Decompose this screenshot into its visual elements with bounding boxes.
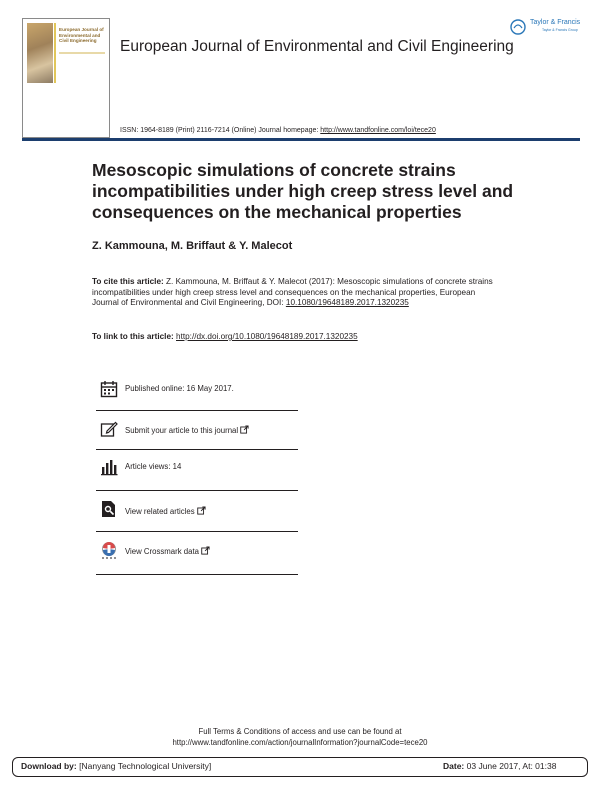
publisher-tagline: Taylor & Francis Group <box>542 28 578 32</box>
issn-text: ISSN: 1964-8189 (Print) 2116-7214 (Online) Journal homepage: <box>120 127 319 134</box>
issn-line <box>120 127 436 134</box>
journal-homepage-link[interactable]: http://www.tandfonline.com/loi/tece20 <box>320 127 436 134</box>
download-info-bar <box>12 757 588 777</box>
cover-stripe <box>54 23 56 83</box>
article-authors: Z. Kammouna, M. Briffaut & Y. Malecot <box>92 240 293 252</box>
journal-cover <box>22 18 110 138</box>
article-doi-link[interactable]: http://dx.doi.org/10.1080/19648189.2017.1320235 <box>176 332 358 341</box>
info-divider <box>96 490 298 491</box>
info-divider <box>96 449 298 450</box>
submit-article-link[interactable] <box>125 425 249 435</box>
crossmark-icon <box>100 541 118 559</box>
related-row[interactable] <box>96 500 298 520</box>
cite-text: Z. Kammouna, M. Briffaut & Y. Malecot (2017): Mesoscopic simulations of concrete strains incompatibilities under high creep stress level and consequences on the mechanical properties, European Journal of Environmental and Civil Engineering, DOI: <box>92 277 493 308</box>
cite-label: To cite this article: <box>92 277 164 286</box>
external-link-icon <box>197 506 206 515</box>
downloaded-by <box>21 761 211 771</box>
download-date <box>443 761 556 771</box>
terms-line: Full Terms & Conditions of access and use can be found at <box>198 727 402 736</box>
terms-link[interactable]: http://www.tandfonline.com/action/journalInformation?journalCode=tece20 <box>172 737 428 747</box>
published-row <box>96 380 298 400</box>
crossmark-label: View Crossmark data <box>125 547 199 556</box>
crossmark-link[interactable] <box>125 546 210 556</box>
cover-subline <box>59 52 105 54</box>
publisher-logo-icon <box>510 19 526 35</box>
calendar-icon <box>100 380 118 398</box>
date-label: Date: <box>443 761 465 771</box>
search-document-icon <box>100 500 118 518</box>
date-value: 03 June 2017, At: 01:38 <box>466 761 557 771</box>
downloaded-value: [Nanyang Technological University] <box>79 761 212 771</box>
article-title: Mesoscopic simulations of concrete strains incompatibilities under high creep stress level and consequences on the mechanical properties <box>92 160 514 222</box>
header-divider <box>22 138 580 141</box>
downloaded-label: Download by: <box>21 761 77 771</box>
publisher-name: Taylor & Francis <box>530 19 581 26</box>
citation <box>92 277 502 309</box>
edit-icon <box>100 420 118 438</box>
info-divider <box>96 410 298 411</box>
bar-chart-icon <box>100 458 118 476</box>
crossmark-row[interactable] <box>96 541 298 563</box>
info-divider <box>96 574 298 575</box>
external-link-icon <box>201 546 210 555</box>
terms-notice <box>0 727 600 748</box>
submit-row[interactable] <box>96 420 298 440</box>
info-divider <box>96 531 298 532</box>
publisher-logo[interactable] <box>510 17 584 39</box>
cover-photo <box>27 23 53 83</box>
published-date: Published online: 16 May 2017. <box>125 384 234 393</box>
related-articles-link[interactable] <box>125 506 206 516</box>
journal-title: European Journal of Environmental and Civil Engineering <box>120 38 514 55</box>
cover-title: European Journal of Environmental and Civil Engineering <box>59 27 104 44</box>
cite-doi-link[interactable]: 10.1080/19648189.2017.1320235 <box>285 298 409 308</box>
submit-label: Submit your article to this journal <box>125 426 239 435</box>
related-label: View related articles <box>125 507 195 516</box>
article-link <box>92 332 358 341</box>
article-views: Article views: 14 <box>125 462 182 471</box>
external-link-icon <box>240 425 249 434</box>
views-row <box>96 458 298 478</box>
link-label: To link to this article: <box>92 332 174 341</box>
